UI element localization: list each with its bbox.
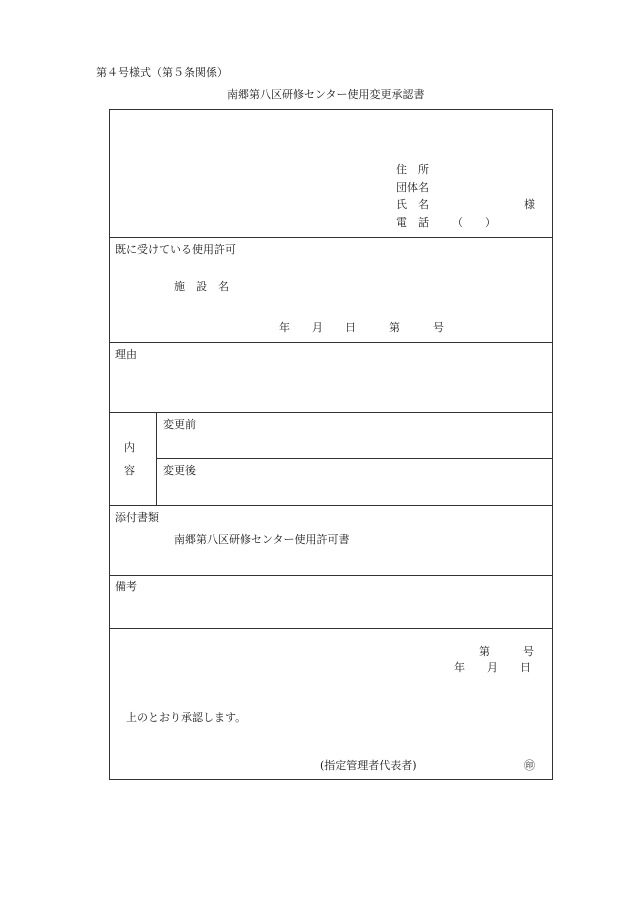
- divider-content: [110, 505, 552, 506]
- before-change-label: 変更前: [163, 418, 196, 431]
- permit-date-number: 年 月 日 第 号: [279, 321, 444, 334]
- facility-name-label: 施 設 名: [174, 280, 229, 293]
- content-label-top: 内: [124, 441, 135, 454]
- form-number: 第４号様式（第５条関係）: [96, 66, 228, 79]
- approval-statement: 上のとおり承認します。: [126, 711, 247, 724]
- phone-label: 電 話: [396, 216, 429, 229]
- approval-form: [109, 109, 553, 780]
- group-name-label: 団体名: [396, 181, 429, 194]
- name-label: 氏 名: [396, 198, 429, 211]
- approval-number-line: 第 号: [479, 645, 534, 658]
- content-label-bottom: 容: [124, 464, 135, 477]
- honorific-sama: 様: [524, 198, 535, 211]
- reason-label: 理由: [115, 348, 137, 361]
- remarks-label: 備考: [115, 580, 137, 593]
- address-label: 住 所: [396, 163, 429, 176]
- divider-applicant: [110, 237, 552, 238]
- document-title: 南郷第八区研修センター使用変更承認書: [227, 88, 425, 101]
- approval-date-line: 年 月 日: [454, 661, 531, 674]
- attachments-heading: 添付書類: [115, 511, 159, 524]
- divider-reason: [110, 412, 552, 413]
- attachment-item: 南郷第八区研修センター使用許可書: [174, 533, 350, 546]
- divider-remarks: [110, 628, 552, 629]
- phone-parens: （ ）: [452, 216, 496, 229]
- divider-attachments: [110, 575, 552, 576]
- seal-mark: ㊞: [524, 759, 535, 772]
- permit-heading: 既に受けている使用許可: [115, 243, 236, 256]
- designated-manager-label: (指定管理者代表者): [320, 759, 417, 772]
- divider-content-label: [156, 412, 157, 505]
- divider-content-inner: [156, 458, 552, 459]
- after-change-label: 変更後: [163, 464, 196, 477]
- divider-permit: [110, 342, 552, 343]
